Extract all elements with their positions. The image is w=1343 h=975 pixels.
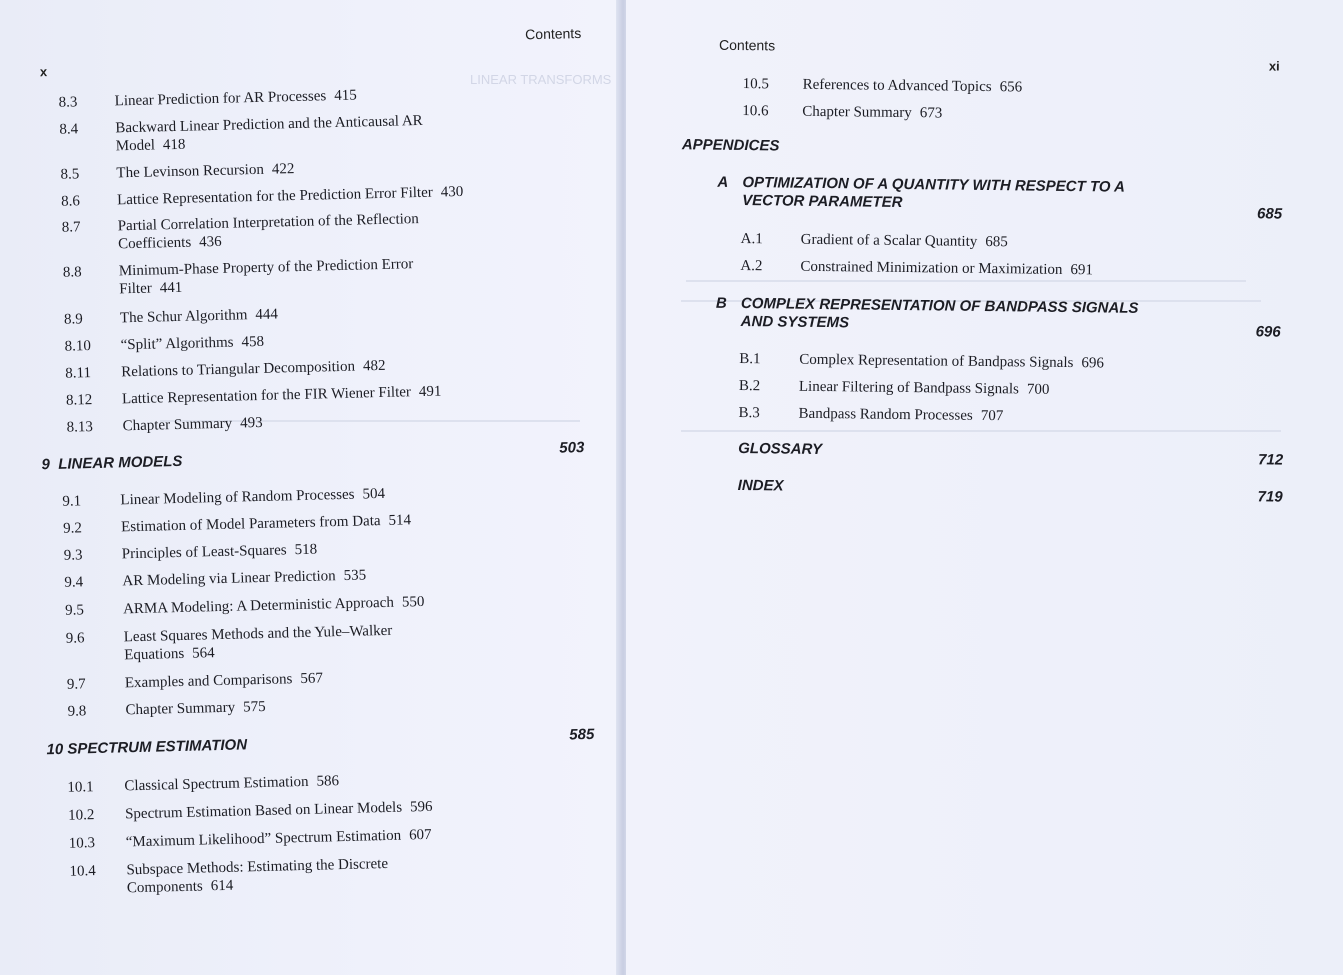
section-title: Linear Modeling of Random Processes 504 [120,485,386,509]
section-number: 8.10 [64,338,92,355]
section-number: 10.1 [67,779,94,796]
page-number: 535 [343,567,367,584]
section-title: Estimation of Model Parameters from Data 514 [120,512,412,536]
appendix-heading[interactable] [717,174,1157,215]
page-number: 518 [294,541,318,559]
running-head: Contents [719,36,776,54]
section-number: 10.3 [68,835,96,852]
section-number: B.1 [739,350,761,368]
section-number: B.3 [738,404,760,422]
page-number: 575 [242,698,266,716]
appendix-page-number: 685 [1256,205,1283,223]
section-title: The Levinson Recursion 422 [116,161,295,182]
section-title: References to Advanced Topics 656 [802,76,1023,96]
section-number: 9.8 [67,703,87,720]
page-number: 491 [418,383,442,401]
section-number: 8.11 [65,365,92,382]
page-folio: xi [1268,58,1280,74]
section-number: 8.4 [59,121,79,138]
section-number: 9.6 [65,630,85,647]
section-title: Partial Correlation Interpretation of the Reflection Coefficients 436 [117,211,420,253]
section-title: Constrained Minimization or Maximization 691 [800,258,1094,279]
right-page [626,0,1343,975]
page-number: 444 [255,306,279,324]
section-title: Chapter Summary 673 [802,103,943,122]
section-title: Lattice Representation for the Prediction Error Filter 430 [116,183,464,209]
chapter-heading[interactable] [41,453,182,473]
section-title: Least Squares Methods and the Yule–Walker Equations 564 [123,622,393,664]
section-title: Complex Representation of Bandpass Signals 696 [799,351,1104,372]
page-number: 422 [271,161,295,178]
page-number: 700 [1026,381,1050,398]
appendix-page-number: 696 [1255,323,1281,341]
appendix-heading[interactable] [716,295,1156,336]
section-number: 8.7 [61,219,81,236]
section-title: Gradient of a Scalar Quantity 685 [800,231,1008,251]
section-title: Lattice Representation for the FIR Wiener Filter 491 [121,383,442,408]
section-title: Subspace Methods: Estimating the Discrete Components 614 [126,855,389,897]
section-title: ARMA Modeling: A Deterministic Approach 550 [122,594,425,618]
section-number: 9.4 [64,574,84,591]
page-number: 458 [241,333,265,351]
section-number: 8.3 [58,94,78,111]
section-title: Relations to Triangular Decomposition 482 [121,357,386,381]
section-number: B.2 [738,377,761,395]
appendix-letter: A [717,173,729,191]
section-number: 8.9 [63,311,83,328]
page-number: 707 [980,407,1004,425]
section-number: 8.8 [62,264,82,281]
section-number: 10.2 [67,807,95,824]
chapter-page-number: 585 [569,725,595,744]
section-number: A.1 [740,230,763,248]
section-title: Principles of Least-Squares 518 [121,541,318,563]
appendix-title: COMPLEX REPRESENTATION OF BANDPASS SIGNALS AND SYSTEMS [740,295,1139,332]
page-number: 482 [362,357,386,375]
page-number: 685 [985,233,1008,251]
chapter-number: 10 [46,740,64,759]
section-number: 9.3 [63,547,83,564]
running-head: Contents [524,24,582,43]
section-title: “Maximum Likelihood” Spectrum Estimation 607 [125,826,432,851]
page-number: 436 [199,233,222,251]
page-number: 504 [362,485,386,503]
page-number: 514 [388,512,412,529]
section-title: “Split” Algorithms 458 [120,333,265,354]
page-number: 673 [919,105,943,122]
page-number: 607 [408,826,432,844]
page-number: 656 [999,79,1023,96]
page-number: 415 [334,87,357,105]
chapter-page-number: 503 [559,439,585,457]
section-number: 10.5 [742,76,769,93]
section-number: 8.6 [60,193,81,210]
section-title: Minimum-Phase Property of the Prediction Error Filter 441 [118,256,414,298]
page-number: 614 [210,877,234,895]
chapter-title: LINEAR MODELS [58,452,183,473]
appendix-title: OPTIMIZATION OF A QUANTITY WITH RESPECT TO A VECTOR PARAMETER [742,174,1125,211]
section-number: 9.7 [66,676,86,693]
chapter-title: SPECTRUM ESTIMATION [67,736,248,758]
appendices-heading[interactable]: APPENDICES [681,136,780,155]
section-title: Chapter Summary 493 [122,414,263,435]
section-title: The Schur Algorithm 444 [119,306,279,327]
page-number: 596 [409,798,433,816]
chapter-number: 9 [41,456,51,474]
chapter-heading[interactable] [46,736,247,758]
glossary-page-number: 712 [1257,451,1284,469]
index-heading[interactable]: INDEX [737,476,784,495]
page-number: 564 [192,645,215,662]
section-number: 10.6 [742,103,769,120]
section-number: A.2 [740,257,763,275]
index-page-number: 719 [1257,488,1283,506]
page-number: 567 [300,670,324,688]
page-number: 493 [239,414,263,432]
page-number: 691 [1070,262,1094,279]
glossary-heading[interactable]: GLOSSARY [738,439,823,459]
section-title: Bandpass Random Processes 707 [798,405,1004,425]
section-title: Linear Filtering of Bandpass Signals 700 [798,378,1050,398]
section-number: 8.13 [66,419,94,436]
page-number: 550 [401,594,425,611]
section-title: Backward Linear Prediction and the Anticausal AR Model 418 [115,112,423,155]
section-title: Linear Prediction for AR Processes 415 [114,87,357,110]
section-title: Chapter Summary 575 [125,698,266,719]
appendix-letter: B [715,294,727,312]
left-page [0,0,622,975]
page-number: 418 [162,136,186,154]
section-number: 9.5 [64,602,85,619]
page-folio: x [39,64,48,80]
page-number: 696 [1081,355,1104,372]
show-through-text: LINEAR TRANSFORMS [470,72,612,87]
section-title: AR Modeling via Linear Prediction 535 [122,567,367,590]
page-number: 441 [159,279,183,297]
section-number: 8.12 [65,392,93,409]
page-number: 430 [440,183,464,201]
page-number: 586 [316,773,340,790]
section-title: Examples and Comparisons 567 [124,670,324,692]
section-title: Spectrum Estimation Based on Linear Models 596 [124,798,433,823]
section-number: 9.1 [62,493,82,510]
section-number: 10.4 [69,863,96,880]
section-number: 9.2 [62,520,83,537]
section-number: 8.5 [60,166,80,183]
section-title: Classical Spectrum Estimation 586 [124,773,340,795]
